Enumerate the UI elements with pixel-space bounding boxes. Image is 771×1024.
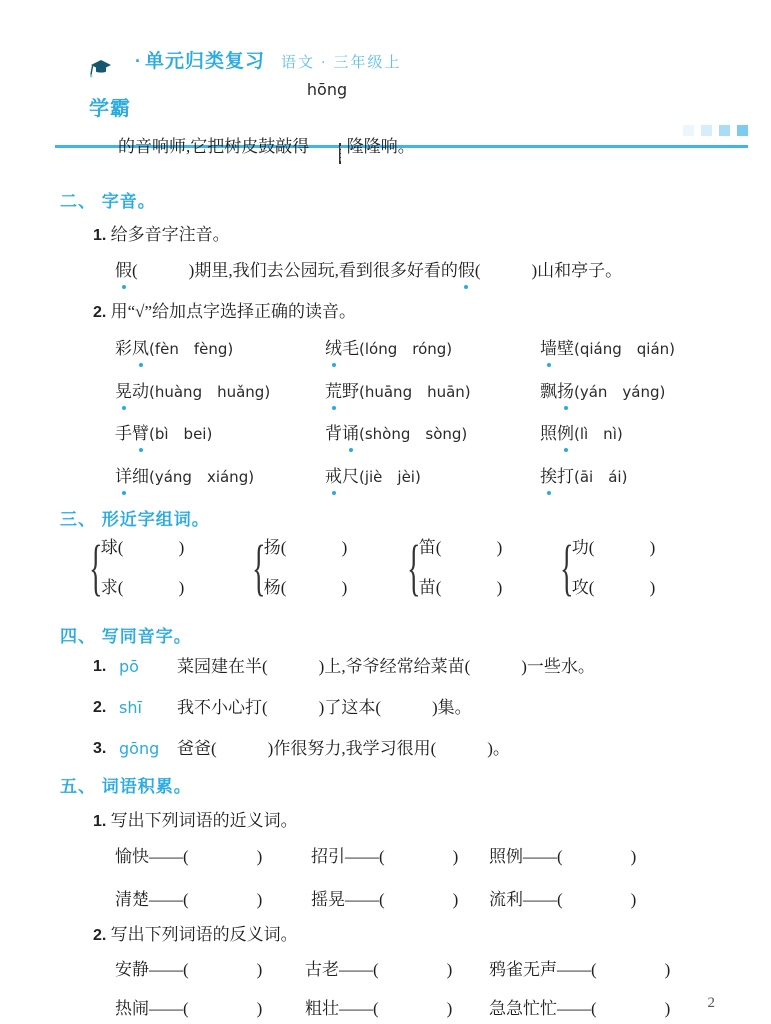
tianzige-writing-box[interactable]	[339, 143, 341, 164]
pinyin-choice-item[interactable]	[540, 465, 675, 508]
character-pair-group	[252, 534, 411, 602]
character-blank[interactable]: 攻( )	[571, 578, 656, 597]
pinyin-choice-item[interactable]	[115, 422, 325, 465]
dotted-char: 详	[115, 465, 132, 489]
header-decoration-squares	[683, 125, 748, 136]
brand-separator: ·	[135, 51, 141, 71]
pinyin-cue: pō	[119, 657, 139, 676]
question-number: 2.	[93, 304, 107, 321]
dotted-char: 绒	[325, 337, 342, 361]
dotted-char: 晃	[115, 380, 132, 404]
character-blank[interactable]: 笛( )	[418, 538, 503, 557]
question-number: 1.	[93, 813, 107, 830]
homophone-item	[93, 655, 595, 679]
character-pair-group	[560, 534, 656, 602]
word-part: 手	[115, 424, 132, 443]
word-blank[interactable]: 热闹——( )	[115, 999, 263, 1018]
word-part: 动	[132, 381, 149, 401]
question-text: 给多音字注音。	[110, 225, 230, 244]
dotted-char: 荒	[325, 380, 342, 404]
subject-grade-label: 语文 · 三年级上	[281, 55, 402, 71]
pinyin-choice-item[interactable]	[115, 380, 325, 423]
word-part: 打	[557, 466, 574, 486]
character-blank[interactable]: 求( )	[100, 578, 185, 597]
sentence-part[interactable]: ( )山和亭子。	[474, 261, 623, 280]
pinyin-options[interactable]: (jiè jèi)	[359, 467, 421, 486]
pinyin-options[interactable]: (yáng xiáng)	[149, 467, 255, 486]
word-part: 壁	[557, 339, 574, 358]
brand-name: 学霸	[89, 98, 131, 120]
character-blank[interactable]: 功( )	[571, 538, 656, 557]
decoration-square	[719, 125, 730, 136]
intro-sentence	[118, 80, 415, 171]
word-blank[interactable]: 清楚——( )	[115, 890, 263, 909]
brace-icon: {	[252, 534, 266, 602]
pinyin-choice-grid	[115, 337, 675, 507]
character-pair-group	[89, 534, 256, 602]
word-blank[interactable]: 照例——( )	[489, 847, 637, 866]
word-blank[interactable]: 安静——( )	[115, 960, 263, 979]
pinyin-options[interactable]: (bì bei)	[149, 425, 213, 443]
pinyin-choice-item[interactable]	[540, 422, 675, 465]
word-part: 尺	[342, 466, 359, 486]
pinyin-choice-item[interactable]	[115, 465, 325, 508]
fill-blank-sentence	[115, 259, 622, 283]
question-number: 2.	[93, 927, 107, 944]
pinyin-choice-item[interactable]	[540, 337, 675, 380]
word-part: 彩	[115, 339, 132, 358]
dotted-char: 假	[115, 259, 132, 283]
intro-text-before: 的音响师,它把树皮鼓敲得	[118, 136, 310, 156]
word-part: 飘	[540, 381, 557, 401]
pinyin-cue: gōng	[119, 739, 160, 758]
homophone-list	[93, 655, 595, 761]
section-heading-tongyinzi: 四、 写同音字。	[60, 627, 192, 646]
pinyin-options[interactable]: (lóng róng)	[359, 340, 453, 358]
item-number: 2.	[93, 699, 107, 716]
word-part: 毛	[342, 339, 359, 358]
word-part: 照	[540, 424, 557, 443]
fill-blank-sentence[interactable]: 我不小心打( )了这本( )集。	[177, 698, 472, 717]
pinyin-options[interactable]: (shòng sòng)	[359, 425, 468, 443]
question-text: 用“√”给加点字选择正确的读音。	[110, 302, 357, 321]
dotted-char: 例	[557, 422, 574, 446]
synonym-grid	[115, 845, 636, 931]
antonym-grid	[115, 958, 670, 1024]
pinyin-options[interactable]: (lì nì)	[574, 425, 623, 443]
homophone-item	[93, 696, 595, 720]
pinyin-options[interactable]: (qiáng qián)	[574, 340, 676, 358]
section-heading-ciyu: 五、 词语积累。	[60, 777, 192, 796]
fill-blank-sentence[interactable]: 菜园建在半( )上,爷爷经常给菜苗( )一些水。	[177, 657, 595, 676]
brace-icon: {	[89, 534, 103, 602]
graduation-cap-icon	[47, 39, 112, 104]
decoration-square	[701, 125, 712, 136]
intro-text-after: 隆隆响。	[346, 136, 415, 156]
dotted-char: 假	[458, 259, 475, 283]
word-blank[interactable]: 鸦雀无声——( )	[489, 960, 671, 979]
question-text: 写出下列词语的反义词。	[110, 925, 298, 944]
word-blank[interactable]: 急急忙忙——( )	[489, 999, 671, 1018]
pinyin-choice-item[interactable]	[325, 337, 540, 380]
question-2	[93, 923, 298, 948]
character-blank[interactable]: 球( )	[100, 538, 185, 557]
brace-icon: {	[560, 534, 574, 602]
word-blank[interactable]: 愉快——( )	[115, 847, 263, 866]
pinyin-choice-item[interactable]	[540, 380, 675, 423]
word-blank[interactable]: 招引——( )	[311, 847, 459, 866]
dotted-char: 臂	[132, 422, 149, 446]
word-part: 野	[342, 381, 359, 401]
question-1	[93, 223, 230, 248]
word-part: 细	[132, 466, 149, 486]
page-number: 2	[707, 995, 715, 1011]
pinyin-label: hōng	[306, 80, 348, 99]
dotted-char: 挨	[540, 465, 557, 489]
sentence-part[interactable]: ( )期里,我们去公园玩,看到很多好看的	[132, 261, 458, 280]
near-form-character-groups	[89, 534, 656, 602]
section-heading-xingjinzi: 三、 形近字组词。	[60, 510, 210, 529]
writing-box-wrap	[306, 80, 348, 184]
character-blank[interactable]: 杨( )	[263, 578, 348, 597]
pinyin-options[interactable]: (yán yáng)	[574, 382, 666, 401]
dotted-char: 墙	[540, 337, 557, 361]
item-number: 3.	[93, 740, 107, 757]
character-blank[interactable]: 苗( )	[418, 578, 503, 597]
pinyin-options[interactable]: (fèn fèng)	[149, 340, 234, 358]
pinyin-cue: shī	[119, 698, 142, 717]
decoration-square	[683, 125, 694, 136]
word-blank[interactable]: 粗壮——( )	[305, 999, 453, 1018]
series-title: 单元归类复习	[145, 51, 266, 72]
dotted-char: 凤	[132, 337, 149, 361]
word-part: 背	[325, 424, 342, 443]
pinyin-options[interactable]: (huàng huǎng)	[149, 382, 271, 401]
brace-icon: {	[407, 534, 421, 602]
section-heading-ziyin: 二、 字音。	[60, 192, 156, 211]
question-1	[93, 809, 298, 834]
question-number: 1.	[93, 227, 107, 244]
word-blank[interactable]: 流利——( )	[489, 890, 637, 909]
homophone-item	[93, 737, 595, 761]
fill-blank-sentence[interactable]: 爸爸( )作很努力,我学习很用( )。	[177, 739, 510, 758]
dotted-char: 戒	[325, 465, 342, 489]
item-number: 1.	[93, 658, 107, 675]
dotted-char: 扬	[557, 380, 574, 404]
pinyin-choice-item[interactable]	[115, 337, 325, 380]
character-pair-group	[407, 534, 564, 602]
pinyin-choice-item[interactable]	[325, 465, 540, 508]
question-text: 写出下列词语的近义词。	[110, 811, 298, 830]
character-blank[interactable]: 扬( )	[263, 538, 348, 557]
word-blank[interactable]: 古老——( )	[305, 960, 453, 979]
pinyin-choice-item[interactable]	[325, 422, 540, 465]
decoration-square	[737, 125, 748, 136]
question-2	[93, 300, 356, 325]
word-blank[interactable]: 摇晃——( )	[311, 890, 459, 909]
dotted-char: 诵	[342, 422, 359, 446]
pinyin-choice-item[interactable]	[325, 380, 540, 423]
pinyin-options[interactable]: (āi ái)	[574, 467, 628, 486]
pinyin-options[interactable]: (huāng huān)	[359, 382, 471, 401]
